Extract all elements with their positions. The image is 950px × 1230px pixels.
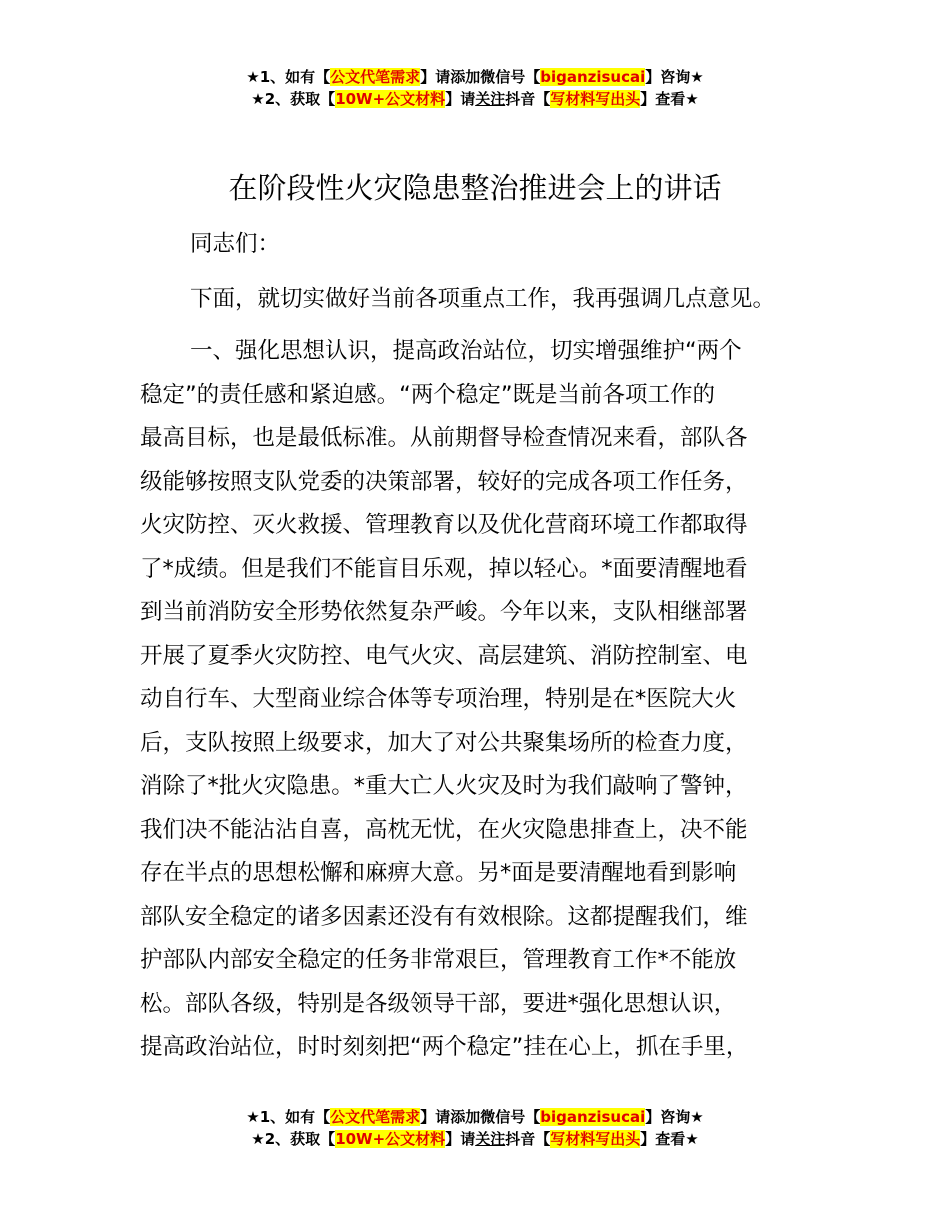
banner-text: 】请添加微信号【 — [420, 1108, 541, 1126]
banner-text: 】咨询★ — [645, 68, 704, 86]
body-line: 稳定”的责任感和紧迫感。“两个稳定”既是当前各项工作的 — [140, 382, 715, 408]
bottom-banner-line-2 — [0, 1128, 950, 1150]
banner-underlined-text: 关注 — [475, 90, 506, 108]
body-line: 动自行车、大型商业综合体等专项治理，特别是在*医院大火 — [140, 686, 737, 712]
banner-text: 】咨询★ — [645, 1108, 704, 1126]
body-line: 开展了夏季火灾防控、电气火灾、高层建筑、消防控制室、电 — [140, 643, 748, 669]
banner-highlight: 公文代笔需求 — [330, 68, 421, 86]
body-line: 火灾防控、灭火救援、管理教育以及优化营商环境工作都取得 — [140, 512, 748, 538]
banner-text: 】查看★ — [640, 1130, 699, 1148]
bottom-banner — [0, 1106, 950, 1150]
body-line: 一、强化思想认识，提高政治站位，切实增强维护“两个 — [190, 338, 742, 364]
body-line: 级能够按照支队党委的决策部署，较好的完成各项工作任务， — [140, 469, 748, 495]
banner-highlight: 10W+公文材料 — [335, 1130, 446, 1148]
body-line: 到当前消防安全形势依然复杂严峻。今年以来，支队相继部署 — [140, 599, 748, 625]
body-line: 了*成绩。但是我们不能盲目乐观，掉以轻心。*面要清醒地看 — [140, 556, 748, 582]
banner-text: 】请 — [445, 90, 476, 108]
body-line: 我们决不能沾沾自喜，高枕无忧，在火灾隐患排查上，决不能 — [140, 817, 748, 843]
banner-text: ★1、如有【 — [246, 1108, 331, 1126]
banner-text: 】请添加微信号【 — [420, 68, 541, 86]
bottom-banner-line-1 — [0, 1106, 950, 1128]
banner-highlight: 10W+公文材料 — [335, 90, 446, 108]
banner-highlight: 公文代笔需求 — [330, 1108, 421, 1126]
body-line: 后，支队按照上级要求，加大了对公共聚集场所的检查力度， — [140, 730, 748, 756]
banner-text: 抖音【 — [505, 90, 551, 108]
top-banner — [0, 66, 950, 110]
banner-highlight: 写材料写出头 — [550, 90, 641, 108]
banner-highlight: 写材料写出头 — [550, 1130, 641, 1148]
salutation: 同志们： — [190, 231, 281, 257]
body-line: 部队安全稳定的诸多因素还没有有效根除。这都提醒我们，维 — [140, 904, 748, 930]
body-line: 最高目标，也是最低标准。从前期督导检查情况来看，部队各 — [140, 425, 748, 451]
banner-text: ★2、获取【 — [251, 1130, 336, 1148]
document-title: 在阶段性火灾隐患整治推进会上的讲话 — [228, 171, 722, 205]
top-banner-line-2 — [0, 88, 950, 110]
body-line: 护部队内部安全稳定的任务非常艰巨，管理教育工作*不能放 — [140, 947, 737, 973]
banner-text: 】查看★ — [640, 90, 699, 108]
top-banner-line-1 — [0, 66, 950, 88]
body-line: 提高政治站位，时时刻刻把“两个稳定”挂在心上，抓在手里， — [140, 1034, 749, 1060]
banner-text: ★1、如有【 — [246, 68, 331, 86]
banner-highlight-wechat-id: biganzisucai — [540, 1108, 646, 1126]
body-line: 存在半点的思想松懈和麻痹大意。另*面是要清醒地看到影响 — [140, 860, 737, 886]
body-line: 松。部队各级，特别是各级领导干部，要进*强化思想认识， — [140, 991, 737, 1017]
banner-highlight-wechat-id: biganzisucai — [540, 68, 646, 86]
body-line: 消除了*批火灾隐患。*重大亡人火灾及时为我们敲响了警钟， — [140, 773, 748, 799]
banner-underlined-text: 关注 — [475, 1130, 506, 1148]
intro-paragraph: 下面，就切实做好当前各项重点工作，我再强调几点意见。 — [190, 286, 776, 312]
banner-text: 抖音【 — [505, 1130, 551, 1148]
banner-text: 】请 — [445, 1130, 476, 1148]
banner-text: ★2、获取【 — [251, 90, 336, 108]
